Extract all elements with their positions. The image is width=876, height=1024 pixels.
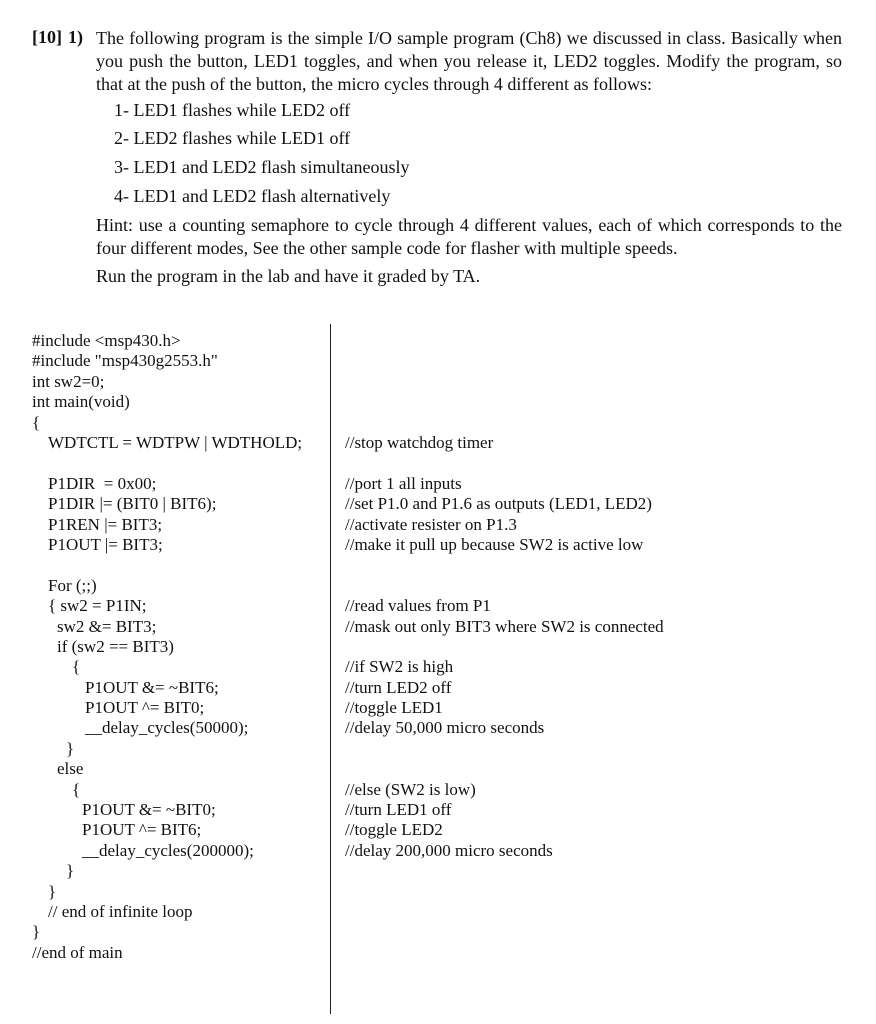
code-line: __delay_cycles(50000); bbox=[85, 718, 249, 737]
code-line: P1REN |= BIT3; bbox=[48, 515, 163, 534]
code-line: P1OUT &= ~BIT0; bbox=[82, 800, 216, 819]
column-divider bbox=[330, 324, 331, 1014]
code-comment: //toggle LED2 bbox=[345, 820, 443, 839]
code-comment: //stop watchdog timer bbox=[345, 433, 494, 452]
code-line: P1DIR = 0x00; bbox=[48, 474, 157, 493]
code-comment: //turn LED2 off bbox=[345, 678, 452, 697]
code-line: For (;;) bbox=[48, 576, 97, 595]
code-line: //end of main bbox=[32, 943, 123, 962]
question-intro: The following program is the simple I/O sample program (Ch8) we discussed in class. Basically when you push the button, LED1 toggles, and when you release it, LED2 toggles. Modify the program, so that at the push of the button, the micro cycles through 4 different as follows: bbox=[96, 28, 842, 94]
mode-item: 1- LED1 flashes while LED2 off bbox=[114, 100, 351, 120]
code-line: #include "msp430g2553.h" bbox=[32, 351, 218, 370]
code-line: { bbox=[72, 657, 81, 676]
code-line: { bbox=[72, 780, 81, 799]
code-line: P1OUT |= BIT3; bbox=[48, 535, 163, 554]
code-line: } bbox=[32, 922, 41, 941]
code-comment: //mask out only BIT3 where SW2 is connected bbox=[345, 617, 664, 636]
code-comment: //port 1 all inputs bbox=[345, 474, 462, 493]
code-line: int sw2=0; bbox=[32, 372, 105, 391]
code-comment: //turn LED1 off bbox=[345, 800, 452, 819]
code-line: if (sw2 == BIT3) bbox=[57, 637, 174, 656]
code-line: #include <msp430.h> bbox=[32, 331, 181, 350]
code-comment: //if SW2 is high bbox=[345, 657, 454, 676]
code-line: WDTCTL = WDTPW | WDTHOLD; bbox=[48, 433, 303, 452]
code-comment: //delay 200,000 micro seconds bbox=[345, 841, 553, 860]
code-comment: //toggle LED1 bbox=[345, 698, 443, 717]
code-comment: //delay 50,000 micro seconds bbox=[345, 718, 545, 737]
code-line: { bbox=[32, 413, 41, 432]
code-line: } bbox=[66, 861, 75, 880]
question-points: [10] bbox=[32, 27, 62, 47]
code-line: } bbox=[66, 739, 75, 758]
code-line: } bbox=[48, 882, 57, 901]
code-line: P1OUT &= ~BIT6; bbox=[85, 678, 219, 697]
mode-item: 2- LED2 flashes while LED1 off bbox=[114, 128, 351, 148]
code-line: { sw2 = P1IN; bbox=[48, 596, 147, 615]
question-number: 1) bbox=[68, 27, 83, 47]
mode-item: 3- LED1 and LED2 flash simultaneously bbox=[114, 157, 410, 177]
code-line: // end of infinite loop bbox=[48, 902, 193, 921]
hint-text: Hint: use a counting semaphore to cycle through 4 different values, each of which corresponds to the four different modes, See the other sample code for flasher with multiple speeds. bbox=[96, 215, 842, 258]
code-line: P1OUT ^= BIT6; bbox=[82, 820, 202, 839]
code-comment: //else (SW2 is low) bbox=[345, 780, 476, 799]
code-comment: //read values from P1 bbox=[345, 596, 491, 615]
code-line: __delay_cycles(200000); bbox=[82, 841, 254, 860]
mode-item: 4- LED1 and LED2 flash alternatively bbox=[114, 186, 391, 206]
code-comment: //make it pull up because SW2 is active low bbox=[345, 535, 644, 554]
code-comment: //set P1.0 and P1.6 as outputs (LED1, LED2) bbox=[345, 494, 652, 513]
code-line: P1DIR |= (BIT0 | BIT6); bbox=[48, 494, 217, 513]
run-instruction: Run the program in the lab and have it graded by TA. bbox=[96, 266, 481, 286]
code-line: else bbox=[57, 759, 84, 778]
code-line: sw2 &= BIT3; bbox=[57, 617, 157, 636]
code-line: int main(void) bbox=[32, 392, 130, 411]
code-comment: //activate resister on P1.3 bbox=[345, 515, 517, 534]
code-line: P1OUT ^= BIT0; bbox=[85, 698, 205, 717]
